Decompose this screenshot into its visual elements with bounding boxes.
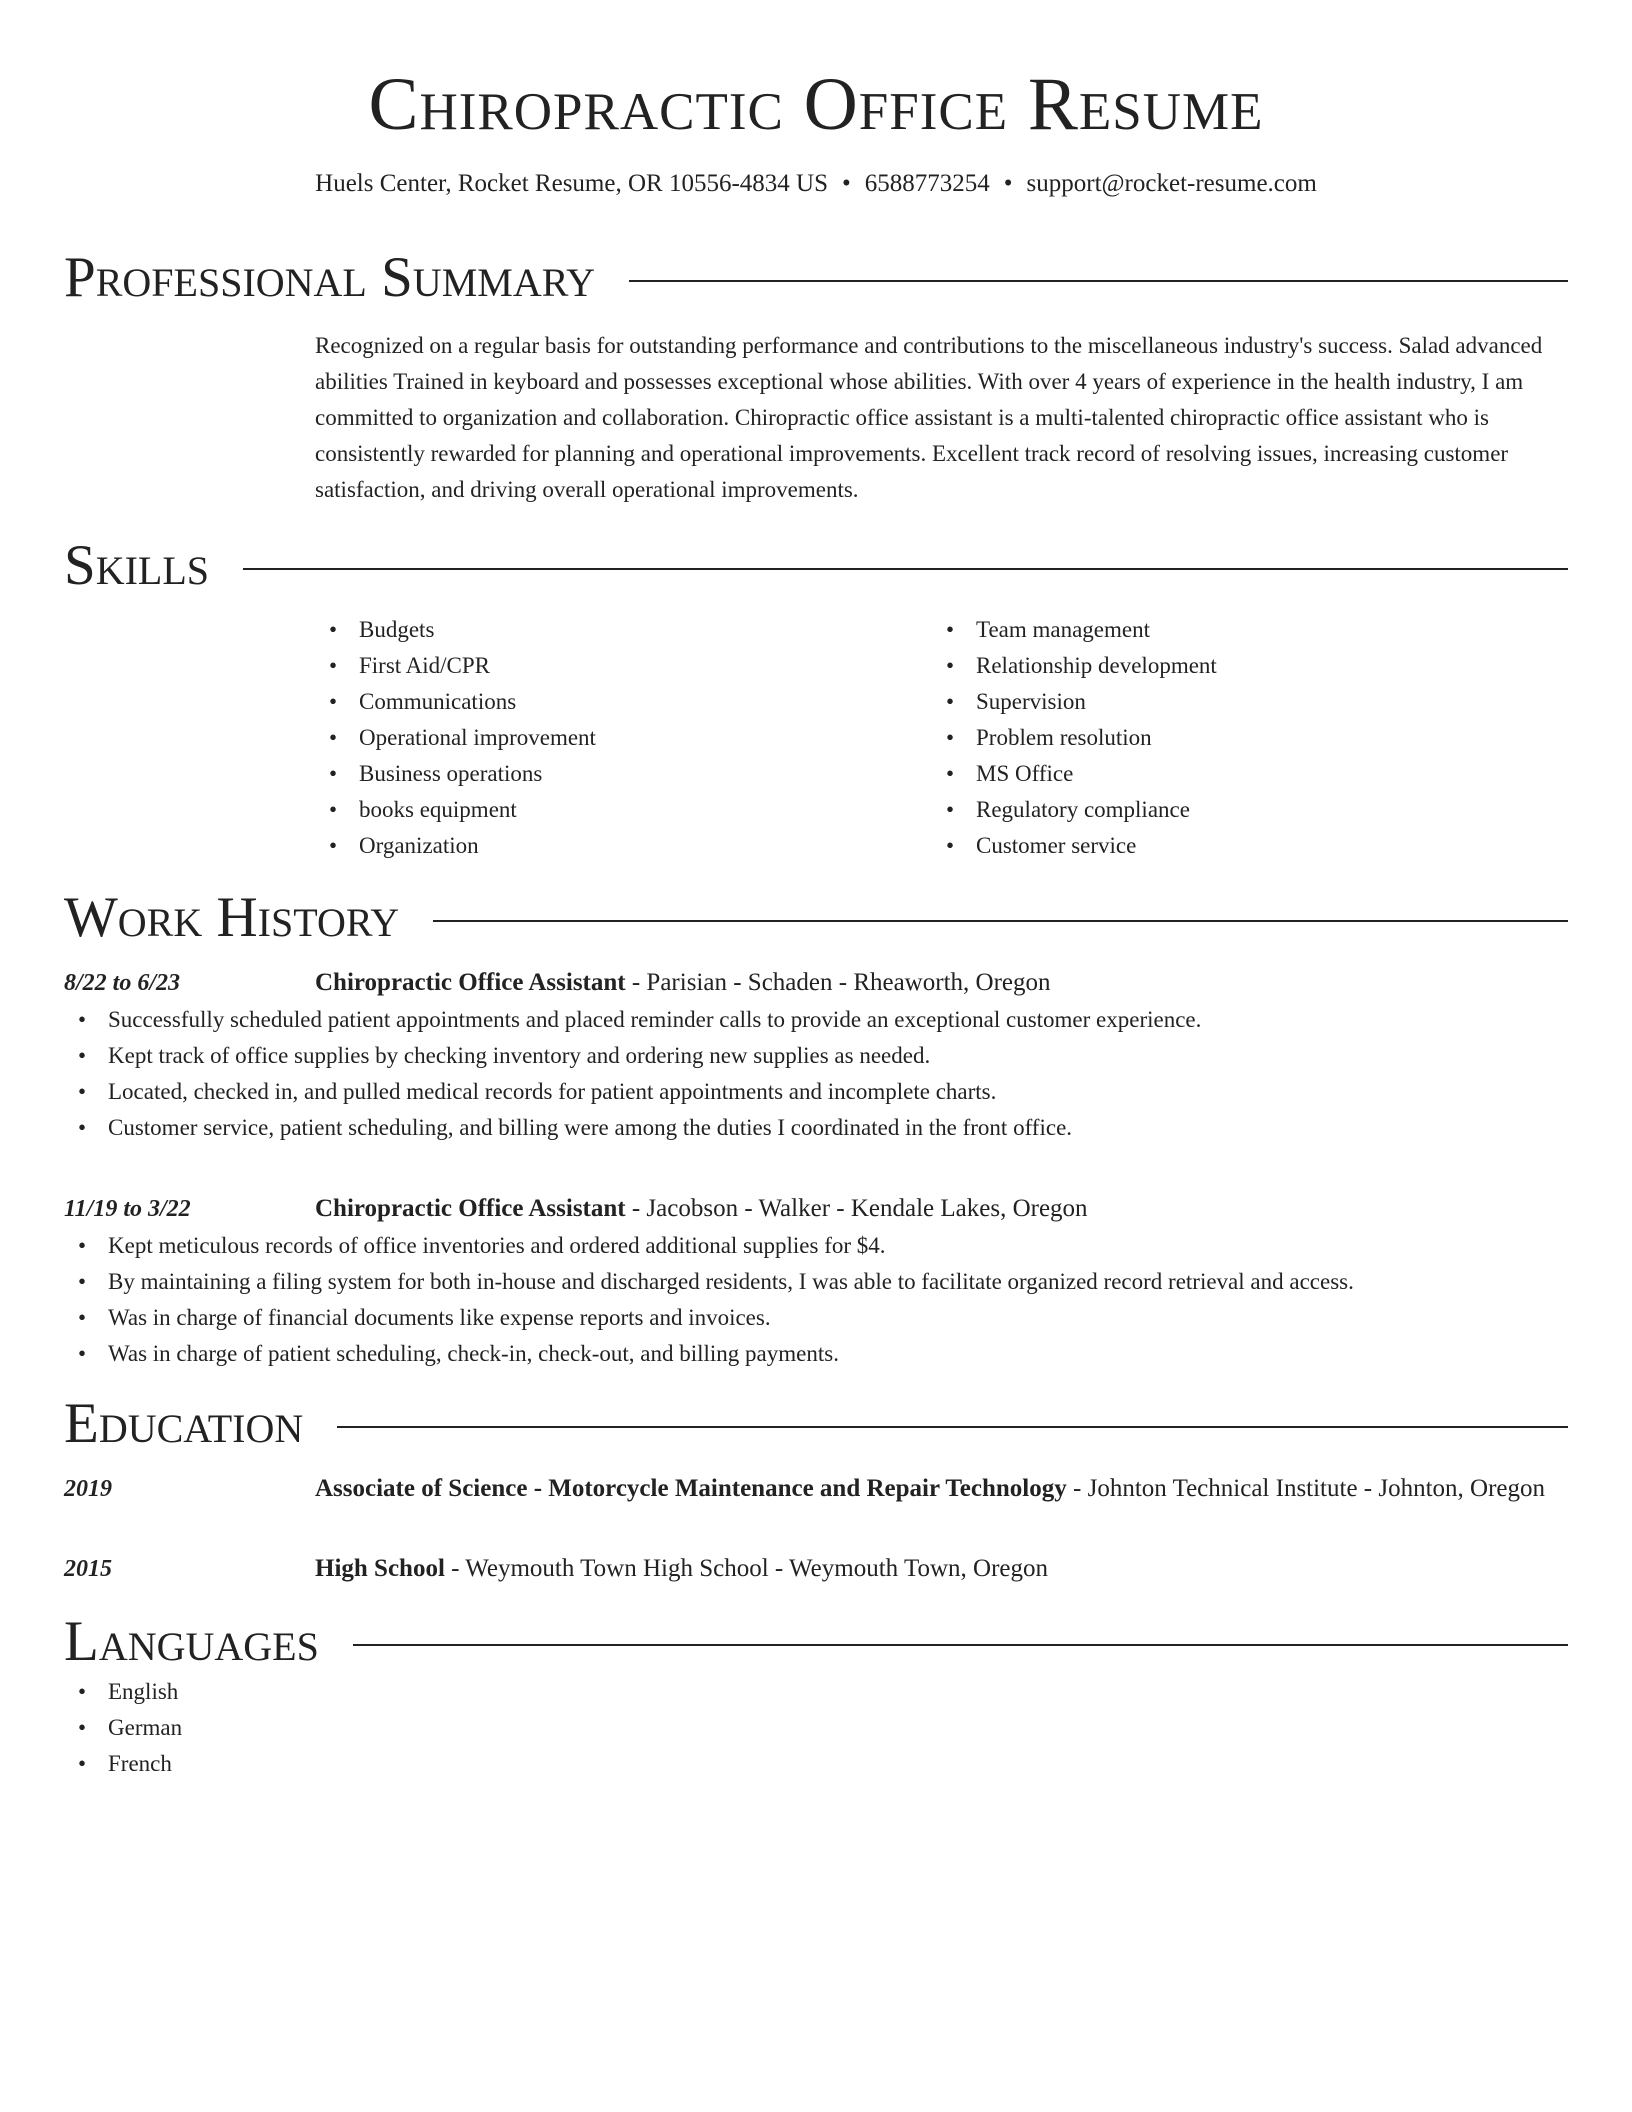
- education-year: 2015: [64, 1556, 112, 1582]
- work-dates: 8/22 to 6/23: [64, 970, 181, 996]
- education-details: - Johnton Technical Institute - Johnton, Oregon: [1066, 1475, 1546, 1502]
- section-header-skills: [64, 534, 1568, 598]
- summary-text: Recognized on a regular basis for outstanding performance and contributions to the miscellaneous industry's success. Salad advanced abilities Trained in keyboard and possesses exceptional whose abilities. With over 4 years of experience in the health industry, I am committed to organization and collaboration. Chiropractic office assistant is a multi-talented chiropractic office assistant who is consistently rewarded for planning and operational improvements. Excellent track record of resolving issues, increasing customer satisfaction, and driving overall operational improvements.: [315, 333, 1543, 502]
- language-item: • German: [64, 1710, 1568, 1746]
- skill-item: • Business operations: [315, 756, 932, 792]
- skill-item: • First Aid/CPR: [315, 648, 932, 684]
- contact-address: Huels Center, Rocket Resume, OR 10556-4834 US: [315, 170, 828, 197]
- work-title: Chiropractic Office Assistant: [315, 969, 626, 996]
- work-entry: [64, 1190, 1568, 1228]
- education-details: - Weymouth Town High School - Weymouth Town, Oregon: [444, 1555, 1048, 1582]
- language-item: • French: [64, 1746, 1568, 1782]
- work-bullet: • By maintaining a filing system for both in-house and discharged residents, I was able to facilitate organized record retrieval and access.: [64, 1264, 1568, 1300]
- section-divider: [243, 568, 1568, 570]
- skill-item: • books equipment: [315, 792, 932, 828]
- skill-item: • Team management: [932, 612, 1549, 648]
- section-divider: [337, 1426, 1568, 1428]
- contact-separator: •: [1003, 170, 1013, 197]
- contact-separator: •: [842, 170, 851, 197]
- work-details: - Parisian - Schaden - Rheaworth, Oregon: [625, 969, 1051, 996]
- education-degree: High School: [315, 1555, 445, 1582]
- work-bullet: • Successfully scheduled patient appointments and placed reminder calls to provide an exceptional customer experience.: [64, 1002, 1568, 1038]
- section-divider: [629, 280, 1568, 282]
- work-bullet: • Kept track of office supplies by checking inventory and ordering new supplies as needed.: [64, 1038, 1568, 1074]
- work-details: - Jacobson - Walker - Kendale Lakes, Oregon: [625, 1195, 1088, 1222]
- education-entry: [64, 1550, 1568, 1588]
- section-divider: [433, 920, 1568, 922]
- work-bullet: • Kept meticulous records of office inventories and ordered additional supplies for $4.: [64, 1228, 1568, 1264]
- skill-item: • Organization: [315, 828, 932, 864]
- education-year: 2019: [64, 1476, 112, 1502]
- section-divider: [353, 1644, 1568, 1646]
- work-bullet: • Was in charge of patient scheduling, check-in, check-out, and billing payments.: [64, 1336, 1568, 1372]
- section-title-summary: Professional Summary: [64, 246, 596, 309]
- work-title: Chiropractic Office Assistant: [315, 1195, 626, 1222]
- work-bullet: • Located, checked in, and pulled medical records for patient appointments and incomplete charts.: [64, 1074, 1568, 1110]
- section-header-work: [64, 886, 1568, 950]
- skill-item: • MS Office: [932, 756, 1549, 792]
- section-header-languages: [64, 1610, 1568, 1674]
- work-info: [315, 1190, 1568, 1228]
- skill-item: • Operational improvement: [315, 720, 932, 756]
- education-degree: Associate of Science - Motorcycle Maintenance and Repair Technology: [315, 1475, 1067, 1502]
- section-title-skills: Skills: [64, 534, 210, 597]
- contact-phone: 6588773254: [864, 170, 990, 197]
- education-info: [315, 1550, 1568, 1588]
- skill-item: • Budgets: [315, 612, 932, 648]
- skill-item: • Problem resolution: [932, 720, 1549, 756]
- languages-list: [64, 1674, 1568, 1782]
- work-info: [315, 964, 1568, 1002]
- language-item: • English: [64, 1674, 1568, 1710]
- skill-item: • Supervision: [932, 684, 1549, 720]
- section-title-work: Work History: [64, 886, 400, 949]
- contact-line: [64, 168, 1568, 200]
- skills-column-right: [932, 612, 1549, 864]
- contact-email: support@rocket-resume.com: [1026, 170, 1317, 197]
- section-title-languages: Languages: [64, 1610, 319, 1673]
- work-bullet: • Was in charge of financial documents like expense reports and invoices.: [64, 1300, 1568, 1336]
- section-header-summary: [64, 246, 1568, 310]
- skill-item: • Customer service: [932, 828, 1549, 864]
- skill-item: • Regulatory compliance: [932, 792, 1549, 828]
- work-bullets: [64, 1002, 1568, 1146]
- resume-name: Chiropractic Office Resume: [368, 63, 1264, 146]
- skill-item: • Communications: [315, 684, 932, 720]
- skills-column-left: [315, 612, 932, 864]
- skill-item: • Relationship development: [932, 648, 1549, 684]
- work-dates: 11/19 to 3/22: [64, 1196, 191, 1222]
- work-entry: [64, 964, 1568, 1002]
- education-entry: [64, 1470, 1568, 1508]
- education-info: [315, 1470, 1568, 1508]
- work-bullets: [64, 1228, 1568, 1372]
- section-title-education: Education: [64, 1392, 304, 1455]
- section-header-education: [64, 1392, 1568, 1456]
- work-bullet: • Customer service, patient scheduling, and billing were among the duties I coordinated in the front office.: [64, 1110, 1568, 1146]
- skills-list: [315, 612, 1568, 864]
